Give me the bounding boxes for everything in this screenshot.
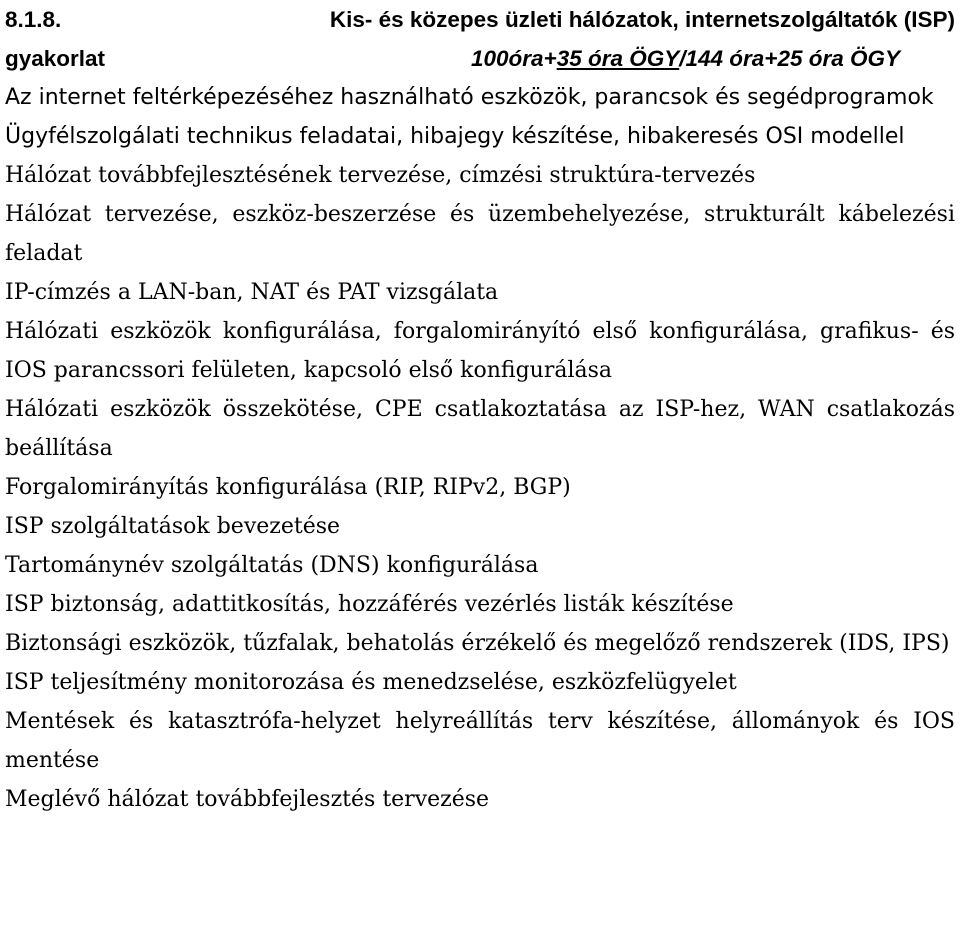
topic-item: ISP biztonság, adattitkosítás, hozzáférés vezérlés listák készítése — [5, 592, 734, 617]
section-title: Kis- és közepes üzleti hálózatok, internetszolgáltatók (ISP) — [329, 7, 955, 32]
topic-item: Forgalomirányítás konfigurálása (RIP, RIPv2, BGP) — [5, 475, 571, 500]
topic-item: ISP teljesítmény monitorozása és menedzselése, eszközfelügyelet — [5, 670, 737, 695]
hours-a: 100óra+ — [470, 46, 557, 71]
section-heading — [5, 0, 955, 40]
hours-b: 35 óra ÖGY — [556, 46, 680, 71]
topic-list — [5, 78, 955, 819]
section-subheading — [5, 40, 955, 78]
section-subtitle: gyakorlat — [5, 46, 106, 71]
topic-item: Tartománynév szolgáltatás (DNS) konfigurálása — [5, 553, 539, 578]
hours-c: /144 óra+25 óra ÖGY — [679, 46, 900, 71]
section-number: 8.1.8. — [5, 7, 62, 32]
topic-item: Hálózati eszközök összekötése, CPE csatlakoztatása az ISP-hez, WAN csatlakozás beállítása — [5, 397, 955, 461]
topic-item: Meglévő hálózat továbbfejlesztés tervezése — [5, 787, 490, 812]
topic-item: Az internet feltérképezéséhez használható eszközök, parancsok és segédprogramok — [5, 85, 934, 110]
hours-info — [471, 40, 955, 78]
topic-item: Mentések és katasztrófa-helyzet helyreállítás terv készítése, állományok és IOS mentése — [5, 709, 955, 773]
topic-item: Biztonsági eszközök, tűzfalak, behatolás érzékelő és megelőző rendszerek (IDS, IPS) — [5, 631, 950, 656]
topic-item: Hálózat továbbfejlesztésének tervezése, címzési struktúra-tervezés — [5, 163, 756, 188]
topic-item: Hálózat tervezése, eszköz-beszerzése és üzembehelyezése, strukturált kábelezési feladat — [5, 202, 955, 266]
topic-item: IP-címzés a LAN-ban, NAT és PAT vizsgálata — [5, 280, 499, 305]
topic-item: Ügyfélszolgálati technikus feladatai, hibajegy készítése, hibakeresés OSI modellel — [5, 124, 905, 149]
topic-item: ISP szolgáltatások bevezetése — [5, 514, 341, 539]
topic-item: Hálózati eszközök konfigurálása, forgalomirányító első konfigurálása, grafikus- és IOS parancssori felületen, kapcsoló első konfigurálása — [5, 319, 955, 383]
